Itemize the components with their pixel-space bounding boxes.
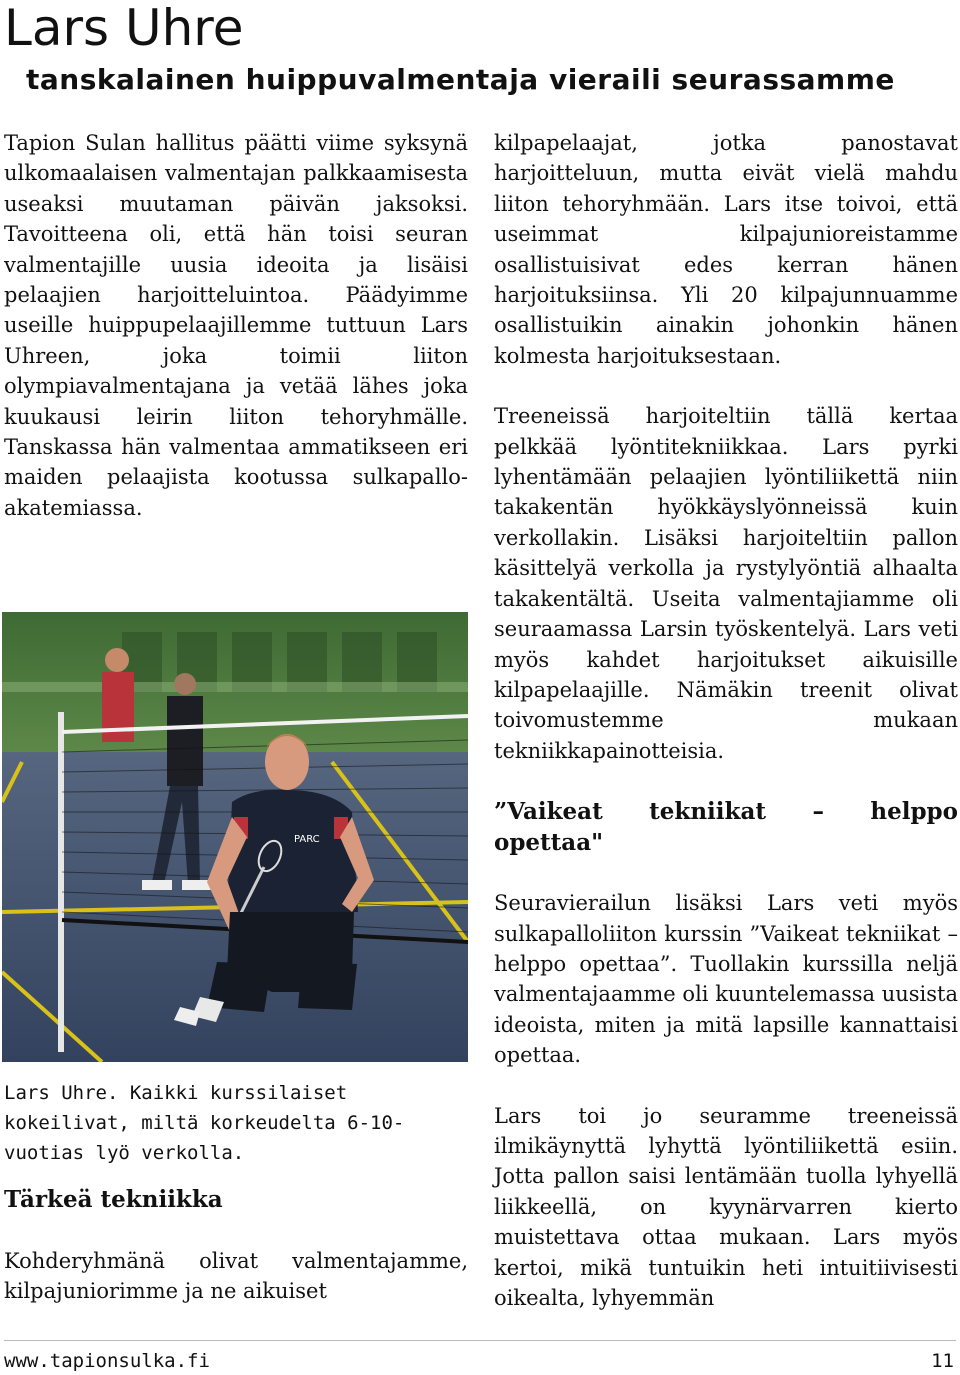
target-group-paragraph: Kohderyhmänä olivat valmentajamme, kilpajuniorimme ja ne aikuiset <box>4 1249 468 1304</box>
footer-divider <box>4 1340 956 1341</box>
article-title: Lars Uhre <box>4 0 244 57</box>
heading-difficult-techniques: ”Vaikeat tekniikat – helppo opettaa" <box>494 798 958 857</box>
shirt-logo: PARC <box>294 834 320 845</box>
right-column <box>494 128 958 1313</box>
footer-website-url: www.tapionsulka.fi <box>4 1350 210 1372</box>
net-post <box>58 712 64 1052</box>
participants-paragraph: kilpapelaajat, jotka panostavat harjoitteluun, mutta eivät vielä mahdu liiton tehoryhmään. Lars itse toivoi, että useimmat kilpajunioreistamme osallistuisivat edes kerran hänen harjoituksiinsa. Yli 20 kilpajunnuamme osallistuikin ainakin johonkin hänen kolmesta harjoituksestaan. <box>494 131 958 368</box>
left-column <box>4 128 468 523</box>
training-paragraph: Treeneissä harjoiteltiin tällä kertaa pelkkää lyöntitekniikkaa. Lars pyrki lyhentämään pelaajien lyöntiliikettä niin takakentän hyökkäyslyönneissä kuin verkollakin. Lisäksi harjoiteltiin pallon käsittelyä verkolla ja rystylyöntiä alhaalta takakentältä. Useita valmentajiamme oli seuraamassa Larsin työskentelyä. Lars veti myös kahdet harjoitukset aikuisille kilpapelaajille. Nämäkin treenit olivat toivomustemme mukaan tekniikkapainotteisia. <box>494 404 958 763</box>
heading-important-technique: Tärkeä tekniikka <box>4 1186 223 1213</box>
short-stroke-paragraph: Lars toi jo seuramme treeneissä ilmikäynyttä lyhyttä lyöntiliikettä esiin. Jotta pallon saisi lentämään tuolla lyhyellä liikkeellä, on kyynärvarren kierto muistettava ottaa mukaan. Lars myös kertoi, mikä tuntuikin heti intuitiivisesti oikealta, lyhyemmän <box>494 1103 958 1310</box>
coach-photo <box>2 612 468 1062</box>
article-subtitle: tanskalainen huippuvalmentaja vieraili seurassamme <box>26 63 895 96</box>
page-number: 11 <box>931 1350 954 1372</box>
course-paragraph: Seuravierailun lisäksi Lars veti myös sulkapalloliiton kurssin ”Vaikeat tekniikat – helppo opettaa”. Tuollakin kurssilla neljä valmentajaamme oli kuuntelemassa uusista ideoista, miten ja mitä lapsille kannattaisi opettaa. <box>494 891 958 1068</box>
photo-caption: Lars Uhre. Kaikki kurssilaiset kokeilivat, miltä korkeudelta 6-10-vuotias lyö verkolla. <box>4 1082 405 1164</box>
intro-paragraph: Tapion Sulan hallitus päätti viime syksynä ulkomaalaisen valmentajan palkkaamisesta useaksi muutaman päivän jaksoksi. Tavoitteena oli, että hän toisi seuran valmentajille uusia ideoita ja lisäisi pelaajien harjoitteluintoa. Päädyimme useille huippupelaajillemme tuttuun Lars Uhreen, joka toimii liiton olympiavalmentajana ja vetää lähes joka kuukausi leirin liiton tehoryhmälle. Tanskassa hän valmentaa ammatikseen eri maiden pelaajista kootussa sulkapallo-akatemiassa. <box>4 131 468 520</box>
